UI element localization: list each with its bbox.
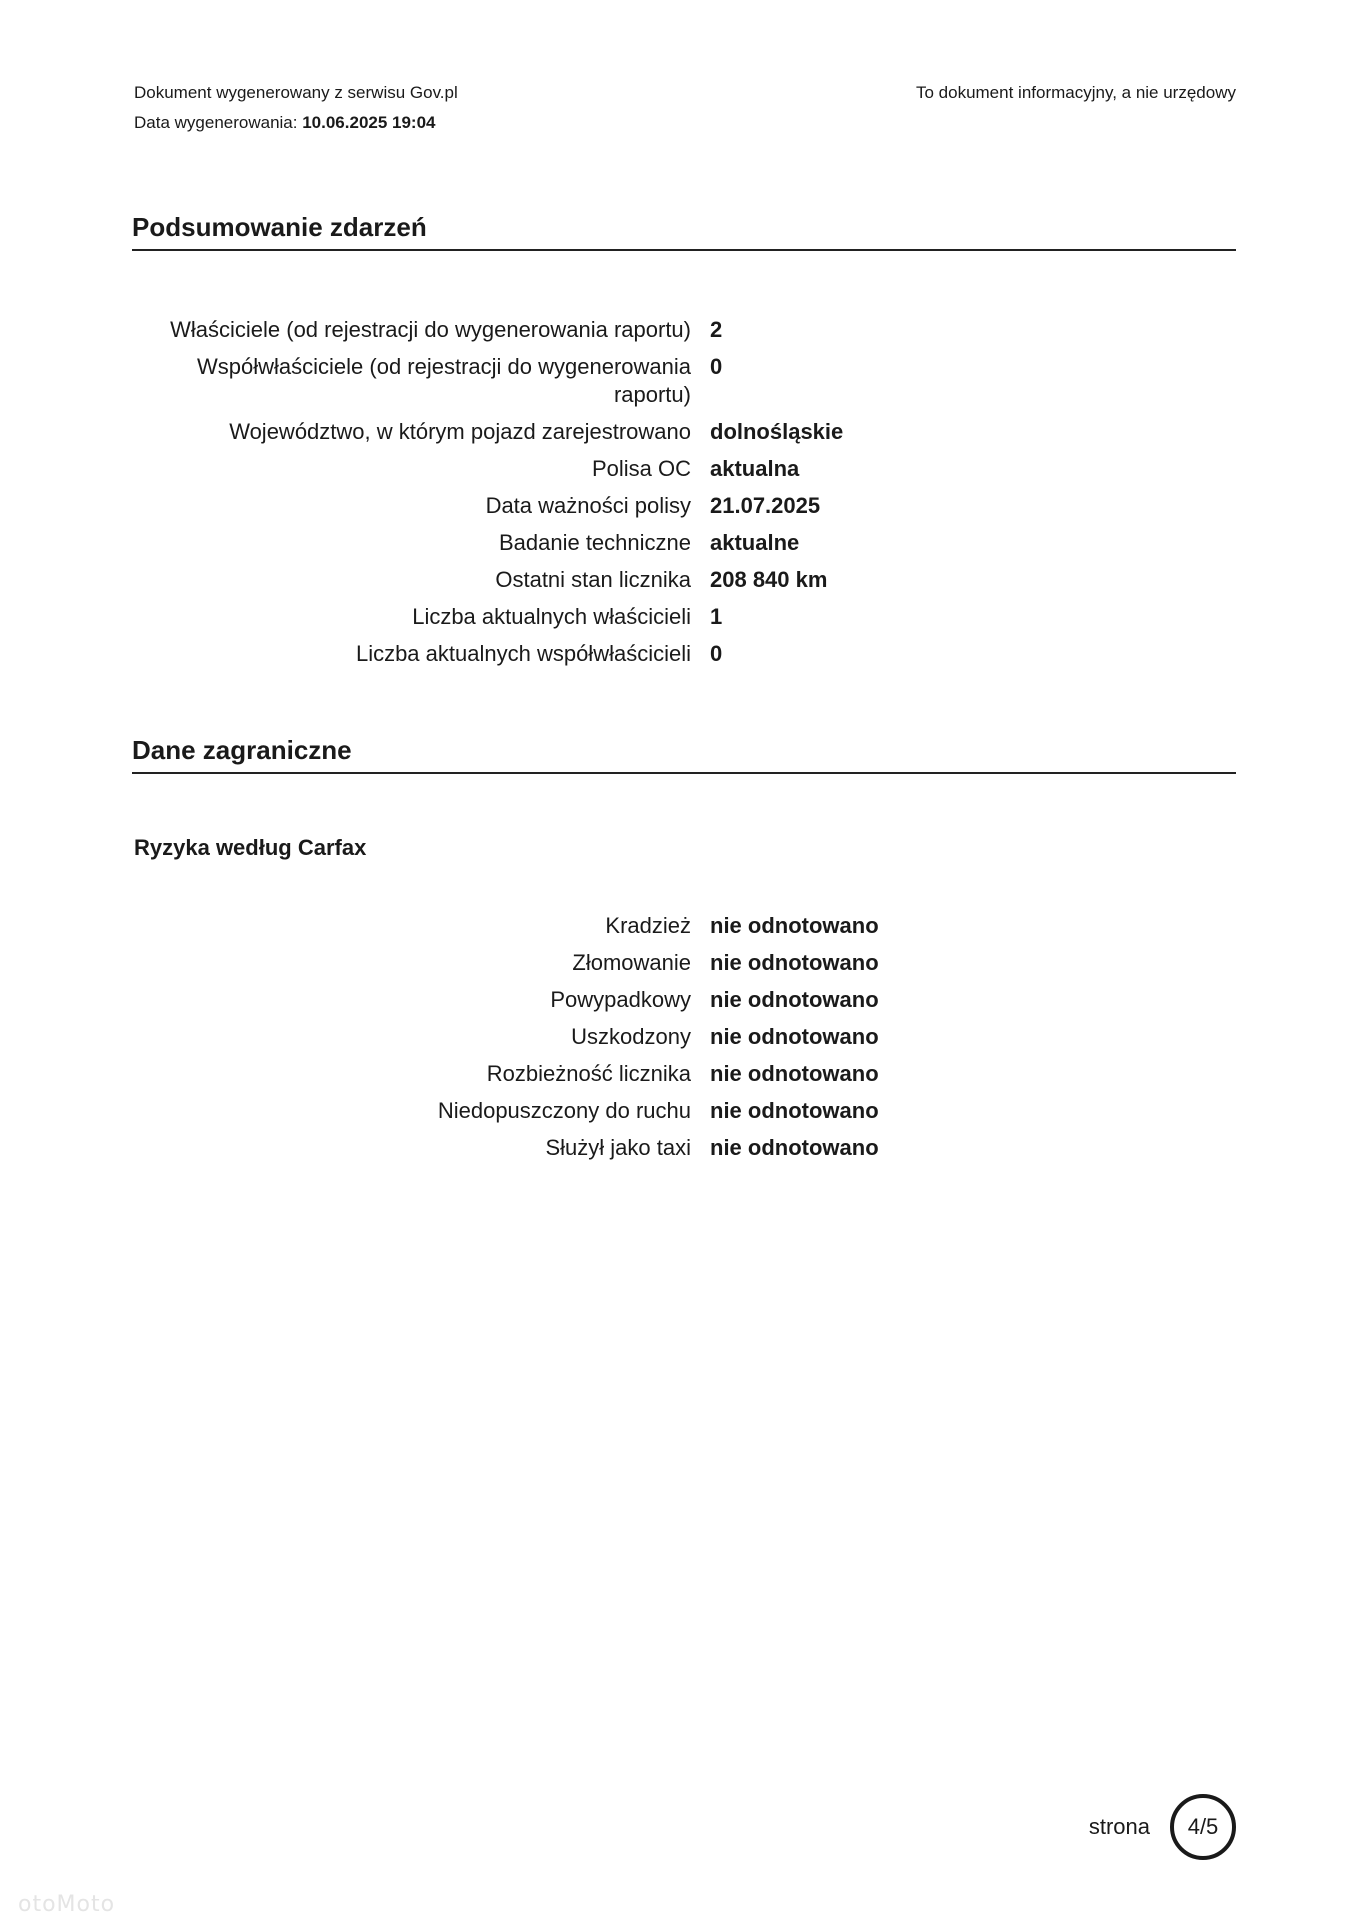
- generated-date: [134, 108, 458, 138]
- risk-value: nie odnotowano: [710, 950, 879, 975]
- summary-row: [132, 640, 1236, 668]
- summary-row: [132, 418, 1236, 446]
- summary-row: [132, 566, 1236, 594]
- risk-row: [132, 949, 1236, 977]
- risks-table: [132, 912, 1236, 1171]
- row-label: Właściciele (od rejestracji do wygenerowania raportu): [170, 317, 691, 342]
- summary-row: [132, 529, 1236, 557]
- row-label: Data ważności polisy: [485, 493, 691, 518]
- risk-value: nie odnotowano: [710, 1061, 879, 1086]
- risk-label: Rozbieżność licznika: [486, 1061, 691, 1086]
- risk-value: nie odnotowano: [710, 987, 879, 1012]
- row-label: Liczba aktualnych właścicieli: [412, 604, 691, 629]
- risk-value: nie odnotowano: [710, 1024, 879, 1049]
- risk-label: Uszkodzony: [571, 1024, 691, 1049]
- summary-table: [132, 316, 1236, 677]
- risk-value: nie odnotowano: [710, 913, 879, 938]
- risk-label: Powypadkowy: [550, 987, 691, 1012]
- date-value: 10.06.2025 19:04: [302, 113, 436, 132]
- row-value: 2: [710, 317, 723, 342]
- row-label: Współwłaściciele (od rejestracji do wygenerowania raportu): [197, 354, 691, 407]
- summary-row: [132, 603, 1236, 631]
- risk-value: nie odnotowano: [710, 1135, 879, 1160]
- row-value: aktualna: [710, 456, 800, 481]
- date-label: Data wygenerowania:: [134, 113, 298, 132]
- row-value: aktualne: [710, 530, 800, 555]
- row-value: 0: [710, 641, 723, 666]
- page-label: strona: [1088, 1814, 1150, 1839]
- risk-label: Złomowanie: [572, 950, 691, 975]
- page-number-badge: 4/5: [1170, 1794, 1236, 1860]
- carfax-subtitle: Ryzyka według Carfax: [134, 835, 367, 860]
- otomoto-watermark: otoMoto: [18, 1892, 116, 1917]
- risk-row: [132, 986, 1236, 1014]
- risk-row: [132, 1023, 1236, 1051]
- disclaimer: To dokument informacyjny, a nie urzędowy: [915, 83, 1236, 102]
- summary-row: [132, 455, 1236, 483]
- risk-row: [132, 912, 1236, 940]
- row-value: 0: [710, 354, 723, 379]
- row-value: 21.07.2025: [710, 493, 821, 518]
- summary-row: [132, 316, 1236, 344]
- document-header: [134, 78, 458, 138]
- source-text: Dokument wygenerowany z serwisu Gov.pl: [134, 83, 458, 102]
- risk-row: [132, 1134, 1236, 1162]
- page-footer: [1089, 1794, 1236, 1860]
- row-label: Badanie techniczne: [498, 530, 691, 555]
- risk-label: Służył jako taxi: [545, 1135, 691, 1160]
- row-label: Ostatni stan licznika: [495, 567, 691, 592]
- row-value: 1: [710, 604, 723, 629]
- risk-row: [132, 1060, 1236, 1088]
- risk-label: Niedopuszczony do ruchu: [437, 1098, 691, 1123]
- summary-row: [132, 353, 1236, 409]
- summary-title: Podsumowanie zdarzeń: [132, 212, 1236, 251]
- row-label: Liczba aktualnych współwłaścicieli: [355, 641, 691, 666]
- foreign-title: Dane zagraniczne: [132, 735, 1236, 774]
- summary-row: [132, 492, 1236, 520]
- row-label: Województwo, w którym pojazd zarejestrowano: [229, 419, 691, 444]
- row-value: 208 840 km: [710, 567, 828, 592]
- row-label: Polisa OC: [591, 456, 691, 481]
- risk-label: Kradzież: [605, 913, 691, 938]
- risk-row: [132, 1097, 1236, 1125]
- row-value: dolnośląskie: [710, 419, 844, 444]
- risk-value: nie odnotowano: [710, 1098, 879, 1123]
